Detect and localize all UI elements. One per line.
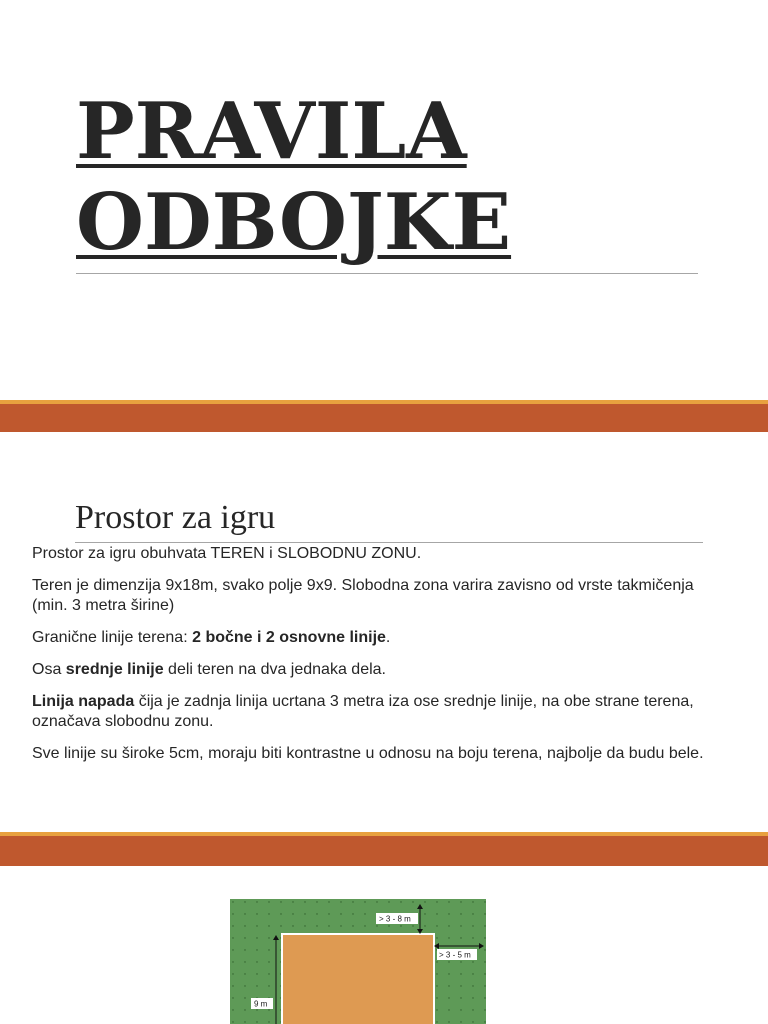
paragraph — [32, 692, 732, 732]
title-line-2: ODBOJKE — [76, 177, 512, 268]
diagram-slide — [0, 866, 768, 1024]
separator-stripe — [0, 400, 768, 404]
paragraph: Sve linije su široke 5cm, moraju biti kontrastne u odnosu na boju terena, najbolje da budu bele. — [32, 745, 704, 762]
top-gap-label: > 3 - 8 m — [379, 914, 411, 924]
paragraph: Prostor za igru obuhvata TEREN i SLOBODNU ZONU. — [32, 545, 422, 562]
bold-text: Linija napada — [32, 693, 135, 710]
bold-text: srednje linije — [65, 661, 164, 678]
paragraph-text: Granične linije terena: — [32, 629, 193, 646]
title-line-1: PRAVILA — [76, 86, 467, 177]
paragraph: Teren je dimenzija 9x18m, svako polje 9x9. Slobodna zona varira zavisno od vrste takmičenja (min. 3 metra širine) — [32, 577, 694, 614]
slide-heading: Prostor za igru — [75, 499, 276, 536]
paragraph-text: . — [385, 629, 391, 646]
slide-separator — [0, 400, 768, 432]
paragraph — [32, 660, 732, 680]
title-slide — [0, 0, 768, 400]
paragraph-text: Osa — [32, 661, 66, 678]
paragraph — [32, 628, 732, 648]
slide-body — [32, 544, 732, 776]
slide-title — [76, 86, 511, 268]
paragraph-text: čija je zadnja linija ucrtana 3 metra iza ose srednje linije, na obe strane terena, označava slobodnu zonu. — [32, 693, 694, 730]
paragraph-text: deli teren na dva jednaka dela. — [163, 661, 386, 678]
title-divider — [76, 273, 698, 274]
court-area — [282, 934, 434, 1024]
content-slide — [0, 432, 768, 832]
separator-stripe — [0, 832, 768, 836]
heading-divider — [75, 542, 703, 543]
width-label: 9 m — [254, 999, 268, 1009]
court-svg — [230, 899, 486, 1024]
side-gap-label: > 3 - 5 m — [439, 950, 471, 960]
court-diagram — [230, 899, 486, 1024]
slide-separator — [0, 832, 768, 866]
bold-text: 2 bočne i 2 osnovne linije — [192, 629, 386, 646]
